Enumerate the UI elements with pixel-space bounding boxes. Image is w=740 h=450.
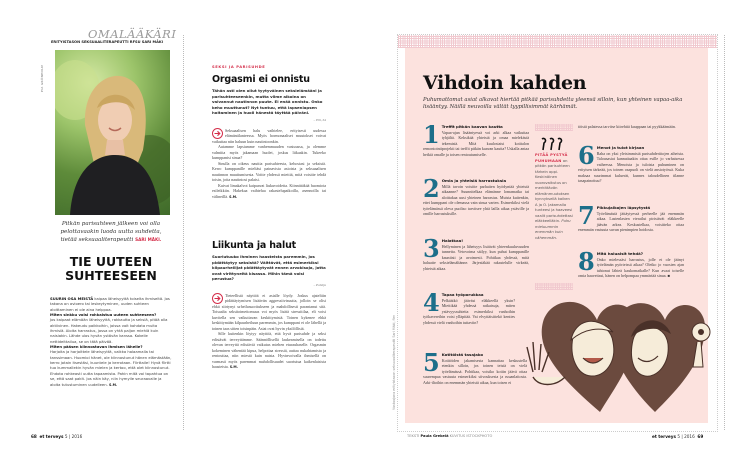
article-signature: – Elli, 64 bbox=[313, 117, 326, 122]
article-title: Liikunta ja halut bbox=[212, 240, 296, 251]
page-number: 69 bbox=[697, 434, 704, 439]
author-name: Paula Grekelä bbox=[420, 434, 449, 438]
illustration-credit: KUVITUS ISTOCKPHOTO bbox=[449, 434, 493, 438]
article-body bbox=[212, 293, 326, 371]
article-orgasmi bbox=[212, 74, 326, 200]
magazine-name: et terveys bbox=[652, 434, 676, 439]
page-number: 68 bbox=[31, 434, 37, 439]
feature-title: Vihdoin kahden bbox=[423, 72, 587, 94]
photo-credit: PIA GRÖNHOLM bbox=[40, 64, 44, 92]
issue: 5 | 2016 bbox=[677, 434, 695, 439]
tip-text: Hellyminen ja läheisyys lisäävät yhteenkuuluvuuden tunnetta. Vetovoima säilyy, kun puhut kumppanille kauniisti ja avoimesti. Pohtikaa yhdessä, mitä haluatte seksielämältänne. Järjestäkää rakastelulle virkeää, yhteistä aikaa. bbox=[423, 243, 529, 271]
tip-text: Millä tavoin voisitte parhaiten hyödyntää yhteistä aikaanne? Suunnitelkaa elämänne lomamatka tai aloittakaa uusi yhteinen harrastus. Muista kuitenkin, ettei kumppani ole olemassa vain sinua varten. Esimerkiksi vielä työelämässä oleva puoliso tarvitsee yhtä lailla aikaa ystäville ja omille harrastuksille. bbox=[423, 183, 529, 216]
sidebar-highlight: PITÄÄ PYSTYÄ PUHUMAAN bbox=[535, 153, 568, 163]
tip-5-continued: töistä palatessa tarvitse kiirehtiä kauppaan tai pyykkäämään. bbox=[578, 124, 676, 129]
speech-quote-icon bbox=[539, 137, 567, 151]
question-1: Miten sinkku voisi rohkaistua uuteen suhteeseen? bbox=[50, 313, 157, 318]
tip-5 bbox=[423, 348, 527, 385]
intro-runin: SUURIN OSA MEISTÄ bbox=[50, 297, 94, 301]
paragraph: Kuivat limakalvot kaipaavat liukuvoidetta. Kiinnittäkää huomiota esileikkiin. Hakekaa vaihtelua rakastelupaikoilla, asennoilla tai välineillä. bbox=[212, 182, 326, 199]
footer-left bbox=[31, 434, 82, 439]
tip-number: 4 bbox=[423, 288, 440, 317]
article-lead: Suoriutuuko ihminen haasteista paremmin, jos pidättäytyy seksistä? Väittävät, että esimerkiksi kilpaurheilijat pidättäytyvät ennen arvokisoja, jotta ovat virittyneitä kisassa. Mihin tämä voisi perustua? bbox=[212, 254, 326, 281]
couple-hearts-illustration bbox=[525, 292, 715, 417]
answer-1: Jos kaipaat elämään läheisyyttä, rakkautta ja seksiä, pitää olla aktiivinen. Hakeudu paikkoihin, joissa voit kohdata muita ihmisiä. Aloita harrastus, jossa on yhtä paljon miehiä kuin naisiakin. Lähde ulos hyvän ystävän kanssa. Kokeile nettideittailua, se on tätä päivää. bbox=[50, 318, 168, 344]
arrow-right-icon bbox=[212, 128, 223, 139]
paragraph: Seksuaalisen halu vaihtelee, erityisesti uudessa elämäntilanteessa. Myös hormonaaliset muutokset voivat vaikuttaa niin haluun kuin nautintoonkin. bbox=[212, 127, 326, 144]
grid-stripe bbox=[398, 35, 717, 48]
credit-label: TEKSTI bbox=[407, 434, 420, 438]
section-heading: TIE UUTEEN SUHTEESEEN bbox=[65, 254, 157, 283]
issue: 5 | 2016 bbox=[64, 434, 83, 439]
sidebar-note bbox=[535, 153, 573, 241]
column-byline: ERITYISTASON SEKSUAALITERAPEUTTI RFSU SARI MÄKI bbox=[50, 40, 163, 44]
paragraph: Tieteellistä näyttöä ei asialle löydy. Joskus ajateltiin pidättäytymisen lisäävän aggressiivisuutta, jolloin se olisi ehkä siirtynyt urheilusuoritukseen ja mahdollisesti parantanut sitä. Toisaalta seksitoimettomuus voi myös lisätä stressitilaa, eli voisi kuvitella sen vaikuttavan keskittymistä. Toinen kykenee ehkä keskittymään kilpaurheiluun paremmin, jos kumppani ei ole lähellä ja toinen taas sitten toisinpäin. Asiat ovat hyvin yksilöllisiä. bbox=[212, 292, 326, 331]
paragraph: Sinulla on oikeus nauttia parisuhteesta, kehostasi ja seksistä. Kerro kumppanille mieltäsi painavista asioista ja seksuaalisen nautinnon muuttumisesta. Voitte yhdessä miettiä, mitä voisitte tehdä toisin, jotta nautintosi palaisi. bbox=[212, 160, 326, 182]
article-title: Orgasmi ei onnistu bbox=[212, 74, 310, 85]
article-signature: – Pohtija bbox=[313, 282, 326, 287]
tip-2 bbox=[423, 174, 529, 217]
tip-text: Raha on yksi yleisimmistä parisuhderiitojen aiheista. Talousasiat kannattaakin ottaa esille jo varhaisessa vaiheessa. Menoista ja tuloista puhuminen on erityisen tärkeää, jos toinen osapuoli on vielä ansiotyössä. Kuka maksaa suurimmat kuluerät, kunnes taloudellinen tilanne tasapainottuu? bbox=[578, 150, 684, 183]
footer-credit bbox=[407, 434, 492, 438]
tip-title: Treffit pitkän kaavan kautta bbox=[441, 124, 503, 129]
tip-number: 7 bbox=[578, 201, 595, 230]
portrait-photo bbox=[55, 50, 170, 215]
question-2: Miten pääsen kiinnostavan ihmisen lähelle? bbox=[50, 345, 143, 350]
tip-title: Kotitöistä tasajako bbox=[441, 352, 484, 357]
article-lead: Tähän asti olen ollut tyytyväinen seksielämääni ja parisuhteeseenkin, mutta viime aikoina on vaivannut nautinnon puute. Ei enää onnistu. Onko keho muuttunut? Nyt tuntuu, että lapsenlapsen hoitaminen ja huoli hänestä täyttää päiväni. bbox=[212, 88, 323, 115]
column-kicker: OMALÄÄKÄRI bbox=[88, 27, 177, 41]
paragraph: Autamme lapsiamme vanhemmuuden vastuussa, ja olemme valmiita myös jakamaan huolet, joskus liikaakin. Tukeeko kumppanisi sinua? bbox=[212, 144, 326, 160]
tip-7 bbox=[578, 201, 684, 233]
tip-4 bbox=[423, 288, 515, 325]
column-divider bbox=[183, 35, 184, 430]
sidebar-grid-top bbox=[535, 124, 573, 131]
article-sign: S.M. bbox=[229, 194, 238, 199]
tip-title: Menot ja tulot kirjaan bbox=[596, 145, 645, 150]
tip-title: Mitä haluaisit tehdä? bbox=[596, 251, 644, 256]
tip-number: 2 bbox=[423, 174, 440, 203]
tip-number: 3 bbox=[423, 234, 440, 263]
feature-subtitle: Puhumattomat asiat alkavat hiertää pitkää parisuhdetta yleensä silloin, kun yhteinen vapaa-aika lisääntyy. Näillä neuvoilla vältät tyypillisimmät kärhämät. bbox=[423, 97, 683, 111]
article-body bbox=[212, 128, 326, 201]
portrait-illustration bbox=[55, 50, 170, 215]
photo-caption bbox=[52, 221, 170, 245]
tip-title: Tapaa työporukkaa bbox=[441, 292, 484, 297]
article-liikunta bbox=[212, 240, 326, 371]
tip-text: Onko mielessäsi harrastus, jolle et ole jäänyt työelämän pyörteissä aikaa? Oletko jo vuosien ajan tahtonut lähteä kaukomatkalle? Kun avaat toiselle omia haaveitasi, hänen on helpompaa ymmärtää sinua. ■ bbox=[578, 256, 684, 278]
tip-1 bbox=[423, 120, 529, 157]
tip-number: 8 bbox=[578, 247, 595, 276]
answer-2: Harjoita ja harjoittele läheisyyttä, vaikka halaamalla tai tanssimaan. Huomioi hänet, ole kiinnostunut hänen elämästään, kerro jotain itsestäsi, kuuntele ja kerrotaan. Flirttaile! Hyvä flirtti tuo kummallekin hyvän mielen ja kertoo, että olet kiinnostunut. Ehdota rohkeasti uutta tapaamista. Pahin mitä voi tapahtua on se, että saat pakit. Jos näin käy, niin hymyile seuraavalle ja aloita tutustuminen uudelleen. bbox=[50, 350, 172, 387]
page-edge-divider bbox=[724, 35, 725, 430]
sidebar-text: on pitkän parisuhteen tärkein oppi. Keskinäinen vuorovaikutus on merkittävän elämänmuutoksen kynnyksellä kaiken A ja O. Jakamalla tunteesi ja haaveesi vaalit parisuhdettasi eläkkeelläkin. bbox=[535, 158, 573, 223]
footer-right bbox=[652, 434, 703, 439]
intro-text: kaipaa läheisyyttä toiselta ihmiseltä. Jos takana on avioero tai leskeytyminen, uuden suhteen aloittaminen ei ole aina helppoa. bbox=[50, 297, 170, 312]
tip-text: Vapaa-ajan lisääntyessä voi arki alkaa vaikuttaa tyhjältä. Keksikää yhteistä ja omaa mielekästä tekemistä. Mitä kuulostaisi kotitalon remontointiprojekti tai treffit pitkän kaavan kautta? Uskalla antaa hetkiä omalle ja toisen rentoutumiselle. bbox=[423, 129, 529, 157]
tip-text: Työelämästä jättäytyessä perheelle jää enemmän aikaa. Lastenlasten vierailut piristävät eläkkeelle jäävän arkea. Keskustelkaa, voisitteko ottaa enemmän vastuuta suvun pienimpien hoidosta. bbox=[578, 210, 684, 232]
answer-2-sign: S.M. bbox=[109, 382, 118, 387]
tip-title: Pikkujalkojen läpsytystä bbox=[596, 205, 651, 210]
caption-text: Pitkän parisuhteen jälkeen voi olla pelottavaakin luoda uutta suhdetta, tietää seksuaaliterapeutti bbox=[60, 221, 162, 244]
article-sign: S.M. bbox=[229, 365, 238, 369]
section-label: SEKSI JA PARISUHDE bbox=[212, 65, 266, 69]
tip-title: Omia ja yhteisiä harrastuksia bbox=[441, 178, 507, 183]
tip-6 bbox=[578, 141, 684, 184]
sidebar-grid-bottom bbox=[535, 283, 573, 290]
tip-number: 1 bbox=[423, 120, 440, 149]
caption-name: SARI MÄKI. bbox=[135, 237, 162, 243]
tip-number: 5 bbox=[423, 348, 440, 377]
arrow-right-icon bbox=[212, 293, 223, 304]
tip-text: Kotitöiden jakamisesta kannattaa keskustella etenkin silloin, jos toinen teistä on vielä työelämässä. Pohtikaa, voisiko kotiin jäävä ottaa suurempaa vastuuta esimerkiksi siivouksesta ja ruuanlaitosta. Arki-iltoihin on enemmän yhteistä aikaa, kun toisen ei bbox=[423, 357, 527, 385]
expert-credit: Vastaajana erityistason seksuaaliterapeutti Sari Mäki, ftm bbox=[392, 314, 396, 410]
tip-text: Pelkäätkö jääväsi eläkkeellä yksin? Miettikää yhdessä ratkaisuja, miten ystävyyssuhteita esimerkiksi vanhoihin työkavereihin voisi ylläpitää. Vai elvyttäisittekö kenties yhdessä vielä vanhoihin tuttaviin? bbox=[423, 297, 515, 325]
magazine-name: et terveys bbox=[39, 434, 64, 439]
sidebar-italic: Puhu mieluummin enemmän kuin vähemmän. bbox=[535, 219, 571, 240]
paragraph: Sille kuitenkin löytyy näyttöä, että hyvä parisuhde ja seksi edistävät terveyttämme. Säännöllisellä laukeamisella on todettu olevan terveyttä edistäviä vaikutus miehen eturauhaselle. Orgasmin kokeminen vähentää kipua, helpottaa stressiä, auttaa nukahtamista ja rentouttaa, niin miestä kuin naista. Hyvinvoivalla ihmisellä on varmasti myös paremmat mahdollisuudet suoriutua kaikenlaisista haasteista. bbox=[212, 331, 326, 369]
qa-body bbox=[50, 297, 172, 388]
tip-number: 6 bbox=[578, 141, 595, 170]
tip-3 bbox=[423, 234, 529, 271]
tip-title: Halatkaa! bbox=[441, 238, 464, 243]
tip-8 bbox=[578, 247, 684, 279]
